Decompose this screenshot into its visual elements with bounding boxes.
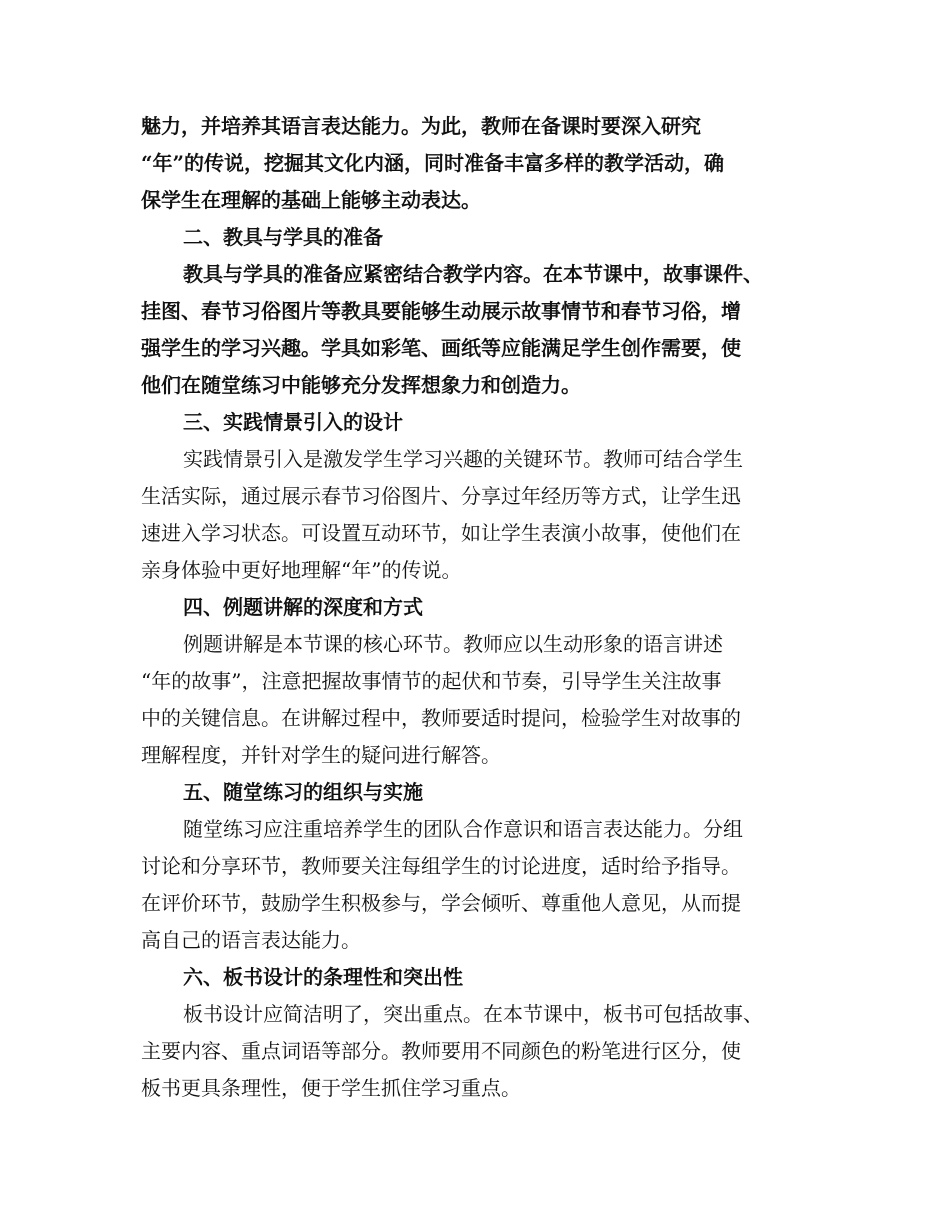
text-line: 讨论和分享环节，教师要关注每组学生的讨论进度，适时给予指导。: [141, 854, 741, 878]
text-line: 速进入学习状态。可设置互动环节，如让学生表演小故事，使他们在: [141, 521, 741, 545]
text-line: 强学生的学习兴趣。学具如彩笔、画纸等应能满足学生创作需要，使: [141, 336, 741, 360]
section-heading-6: 六、板书设计的条理性和突出性: [183, 965, 463, 989]
document-page: [141, 108, 809, 1107]
text-line: 板书设计应简洁明了，突出重点。在本节课中，板书可包括故事、: [183, 1002, 763, 1026]
paragraph-teaching-aids: [141, 256, 809, 404]
text-line: 教具与学具的准备应紧密结合教学内容。在本节课中，故事课件、: [183, 262, 763, 286]
text-line: 他们在随堂练习中能够充分发挥想象力和创造力。: [141, 373, 581, 397]
text-line: 挂图、春节习俗图片等教具要能够生动展示故事情节和春节习俗，增: [141, 299, 741, 323]
text-line: “年”的传说，挖掘其文化内涵，同时准备丰富多样的教学活动，确: [141, 151, 725, 175]
paragraph-blackboard-design: [141, 996, 809, 1107]
text-line: 中的关键信息。在讲解过程中，教师要适时提问，检验学生对故事的: [141, 706, 741, 730]
text-line: “年的故事”，注意把握故事情节的起伏和节奏，引导学生关注故事: [141, 669, 722, 693]
paragraph-class-practice: [141, 811, 809, 959]
text-line: 例题讲解是本节课的核心环节。教师应以生动形象的语言讲述: [183, 632, 723, 656]
section-heading-2: 二、教具与学具的准备: [183, 225, 383, 249]
text-line: 随堂练习应注重培养学生的团队合作意识和语言表达能力。分组: [183, 817, 743, 841]
text-line: 板书更具条理性，便于学生抓住学习重点。: [141, 1076, 521, 1100]
paragraph-scenario-intro: [141, 441, 809, 589]
section-heading-3: 三、实践情景引入的设计: [183, 410, 403, 434]
section-heading-5: 五、随堂练习的组织与实施: [183, 780, 423, 804]
text-line: 主要内容、重点词语等部分。教师要用不同颜色的粉笔进行区分，使: [141, 1039, 741, 1063]
paragraph-intro-continuation: [141, 108, 809, 219]
paragraph-example-explanation: [141, 626, 809, 774]
text-line: 保学生在理解的基础上能够主动表达。: [141, 188, 481, 212]
text-line: 生活实际，通过展示春节习俗图片、分享过年经历等方式，让学生迅: [141, 484, 741, 508]
text-line: 实践情景引入是激发学生学习兴趣的关键环节。教师可结合学生: [183, 447, 743, 471]
text-line: 魅力，并培养其语言表达能力。为此，教师在备课时要深入研究: [141, 114, 701, 138]
text-line: 在评价环节，鼓励学生积极参与，学会倾听、尊重他人意见，从而提: [141, 891, 741, 915]
section-heading-4: 四、例题讲解的深度和方式: [183, 595, 423, 619]
text-line: 理解程度，并针对学生的疑问进行解答。: [141, 743, 501, 767]
text-line: 亲身体验中更好地理解“年”的传说。: [141, 558, 462, 582]
text-line: 高自己的语言表达能力。: [141, 928, 361, 952]
